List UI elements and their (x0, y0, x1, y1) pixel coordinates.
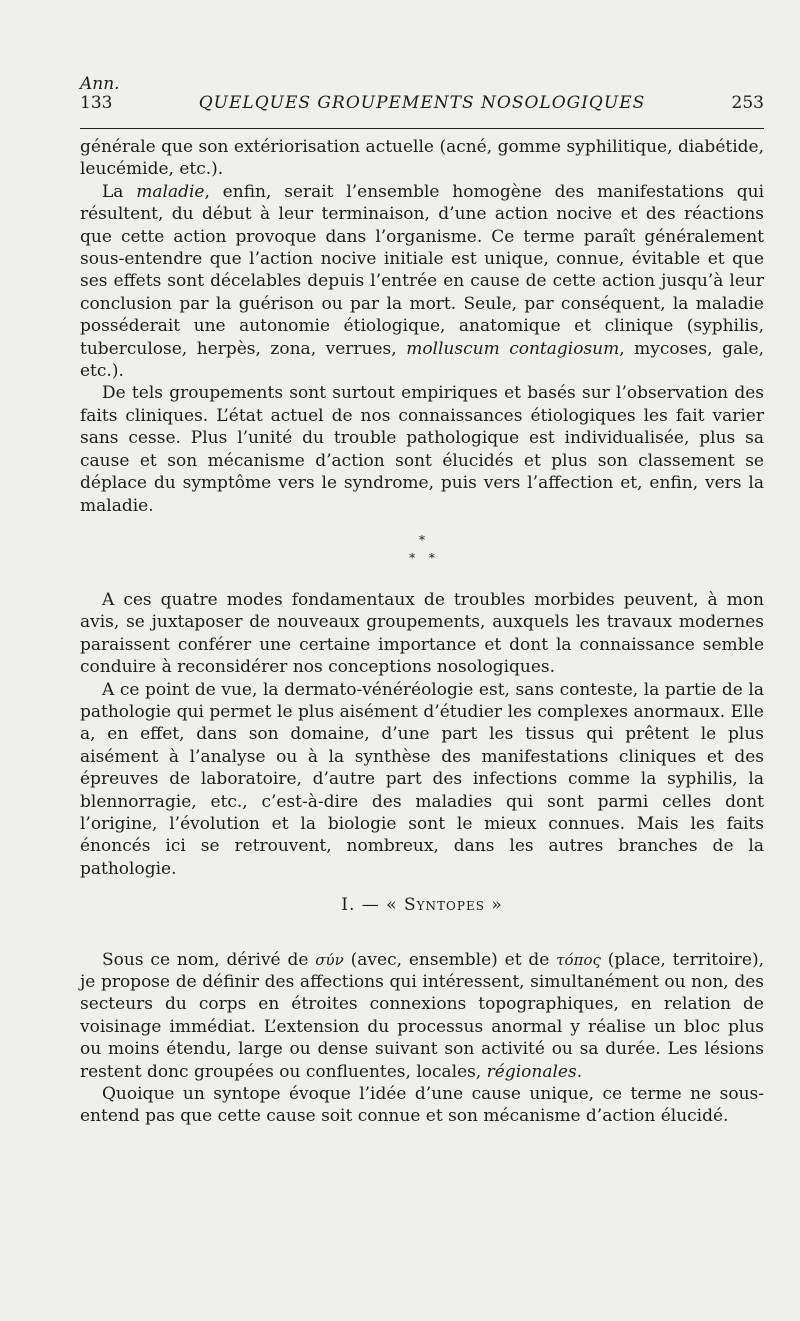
paragraph (80, 136, 764, 181)
paragraph-text: générale que son extériorisation actuelle (acné, gomme syphilitique, diabétide, leucémide, etc.). (80, 137, 764, 180)
body-text (80, 136, 764, 1128)
paragraph-text: La (102, 181, 137, 202)
greek-word: τόπος (556, 950, 601, 969)
paragraph-text: Sous ce nom, dérivé de (102, 949, 316, 970)
page-header (80, 72, 764, 122)
paragraph-text: A ces quatre modes fondamentaux de troubles morbides peuvent, à mon avis, se juxtaposer de nouveaux groupements, auxquels les travaux modernes paraissent conférer une certaine importance et dont la connaissance semble conduire à reconsidérer nos conceptions nosologiques. (80, 589, 764, 678)
separator-star: * (419, 532, 425, 547)
paragraph (80, 679, 764, 881)
paragraph-text: . (576, 1061, 583, 1082)
section-separator (80, 531, 764, 567)
term-regionales: régionales (486, 1061, 577, 1082)
latin-term: molluscum contagiosum (406, 338, 620, 359)
page-number: 253 (731, 93, 764, 113)
running-title: QUELQUES GROUPEMENTS NOSOLOGIQUES (198, 93, 646, 113)
paragraph (80, 589, 764, 679)
greek-word: σύν (315, 950, 344, 969)
paragraph-text: , enfin, serait l’ensemble homogène des manifestations qui résultent, du début à leur terminaison, d’une action nocive et des réactions que cette action provoque dans l’organisme. Ce terme paraît généralement sous-entendre que l’action nocive initiale est unique, connue, évitable et que ses effets sont décelables depuis l’entrée en cause de cette action jusqu’à leur conclusion par la guérison ou par la mort. Seule, par conséquent, la maladie posséderait une autonomie étiologique, anatomique et clinique (syphilis, tuberculose, herpès, zona, verrues, (80, 181, 765, 359)
paragraph-text: , mycoses, gale, etc.). (80, 338, 764, 382)
section-title: « Syntopes » (386, 895, 503, 916)
term-maladie: maladie (136, 181, 205, 202)
paragraph-text: (avec, ensemble) et de (343, 949, 557, 970)
separator-stars: * * (409, 550, 435, 565)
paragraph (80, 181, 764, 383)
paragraph-text: Quoique un syntope évoque l’idée d’une cause unique, ce terme ne sous-entend pas que cette cause soit connue et son mécanisme d’action élucidé. (80, 1084, 764, 1127)
paragraph-text: (place, territoire), je propose de définir des affections qui intéressent, simultanément ou non, des secteurs du corps en étroites connexions topographiques, en relation de voisinage immédiat. L’extension du processus anormal y réalise un bloc plus ou moins étendu, large ou dense suivant son activité ou sa durée. Les lésions restent donc groupées ou confluentes, locales, (80, 949, 764, 1082)
section-heading (80, 894, 764, 916)
paragraph (80, 1083, 764, 1128)
paragraph (80, 382, 764, 516)
journal-abbreviation: Ann. (80, 74, 120, 94)
paragraph-text: De tels groupements sont surtout empiriques et basés sur l’observation des faits cliniques. L’état actuel de nos connaissances étiologiques les fait varier sans cesse. Plus l’unité du trouble pathologique est individualisée, plus sa cause et son mécanisme d’action sont élucidés et plus son classement se déplace du symptôme vers le syndrome, puis vers l’affection et, enfin, vers la maladie. (80, 383, 764, 516)
header-rule (80, 128, 764, 129)
paragraph (80, 949, 764, 1083)
issue-number: 133 (80, 93, 113, 113)
paragraph-text: A ce point de vue, la dermato-vénéréologie est, sans conteste, la partie de la pathologie qui permet le plus aisément d’étudier les complexes anormaux. Elle a, en effet, dans son domaine, d’une part les tissus qui prêtent le plus aisément à l’analyse ou à la synthèse des manifestations cliniques et des épreuves de laboratoire, d’autre part des infections comme la syphilis, la blennorragie, etc., c’est-à-dire des maladies qui sont parmi celles dont l’origine, l’évolution et la biologie sont le mieux connues. Mais les faits énoncés ici se retrouvent, nombreux, dans les autres branches de la pathologie. (80, 679, 764, 879)
section-number: I. — (341, 895, 387, 916)
